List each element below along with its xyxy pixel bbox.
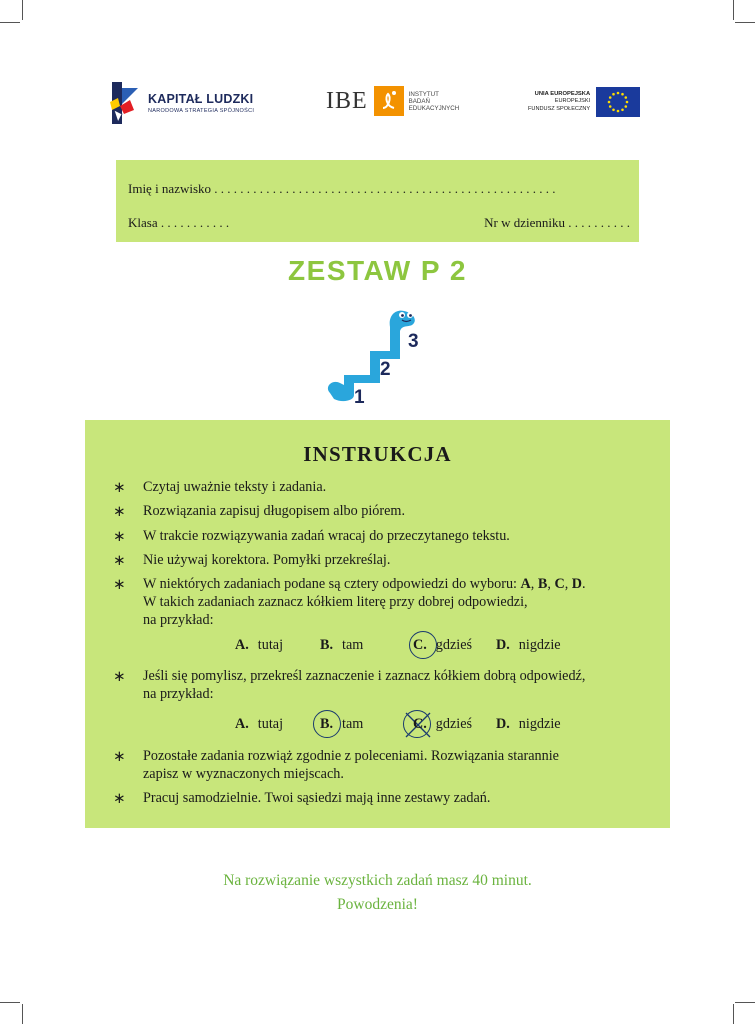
- bullet-icon: ∗: [113, 551, 126, 569]
- crop-mark: [733, 0, 734, 20]
- kapital-ludzki-emblem-icon: [108, 80, 142, 126]
- instruction-text: Rozwiązania zapisuj długopisem albo piórem.: [143, 503, 406, 519]
- time-limit-note: Na rozwiązanie wszystkich zadań masz 40 minut.: [223, 872, 532, 889]
- text-span: Jeśli się pomylisz, przekreśl zaznaczenie i zaznacz kółkiem dobrą odpowiedź,: [143, 668, 586, 684]
- eu-line: EUROPEJSKI: [554, 98, 591, 105]
- option-letter: D.: [496, 637, 510, 653]
- text-span: na przykład:: [143, 686, 214, 702]
- option-c: [413, 637, 472, 654]
- letter-d: D: [571, 576, 583, 592]
- step-2-label: 2: [380, 359, 391, 380]
- ibe-emblem-icon: [374, 86, 404, 116]
- ibe-line: EDUKACYJNYCH: [408, 104, 460, 112]
- bullet-icon: ∗: [113, 502, 126, 520]
- option-c: [413, 716, 472, 733]
- eu-text: [528, 91, 590, 113]
- eu-logo: [528, 87, 640, 117]
- text-span: Pozostałe zadania rozwiąż zgodnie z poleceniami. Rozwiązania starannie: [143, 748, 559, 764]
- page-title: ZESTAW P 2: [288, 255, 467, 286]
- instruction-text: Pracuj samodzielnie. Twoi sąsiedzi mają inne zestawy zadań.: [143, 790, 491, 806]
- eu-line: UNIA EUROPEJSKA: [534, 91, 591, 98]
- option-letter: D.: [496, 716, 510, 732]
- option-b: [320, 637, 363, 654]
- text-span: ,: [547, 576, 555, 592]
- eu-star-icon: [621, 93, 624, 96]
- eu-flag-icon: [596, 87, 640, 117]
- option-text: gdzieś: [435, 637, 473, 653]
- instructions-title: INSTRUKCJA: [303, 442, 452, 466]
- eu-star-icon: [617, 110, 620, 113]
- option-a: [235, 637, 283, 654]
- crop-mark: [22, 1004, 23, 1024]
- crop-mark: [735, 1002, 755, 1003]
- text-span: W niektórych zadaniach podane są cztery odpowiedzi do wyboru:: [143, 576, 521, 592]
- bullet-icon: ∗: [113, 789, 126, 807]
- bullet-icon: ∗: [113, 527, 126, 545]
- ibe-logo: [326, 86, 459, 116]
- ibe-mark: IBE: [326, 87, 368, 114]
- eu-star-icon: [609, 96, 612, 99]
- eu-line: FUNDUSZ SPOŁECZNY: [528, 105, 591, 112]
- instruction-text: W trakcie rozwiązywania zadań wracaj do przeczytanego tekstu.: [143, 528, 510, 544]
- kapital-ludzki-title: KAPITAŁ LUDZKI: [148, 92, 254, 106]
- instructions-box: [85, 420, 670, 828]
- option-letter: A.: [235, 716, 249, 732]
- option-text: tam: [342, 637, 364, 653]
- option-letter: C.: [413, 716, 427, 732]
- text-span: W takich zadaniach zaznacz kółkiem literę przy dobrej odpowiedzi,: [143, 594, 528, 610]
- option-a: [235, 716, 283, 733]
- option-d: [496, 716, 561, 733]
- ibe-line: INSTYTUT: [408, 90, 439, 98]
- eu-star-icon: [625, 105, 628, 108]
- option-text: nigdzie: [518, 716, 561, 732]
- letter-c: C: [554, 576, 565, 592]
- option-letter: C.: [413, 637, 427, 653]
- option-d: [496, 637, 561, 654]
- kapital-ludzki-logo: [108, 80, 254, 126]
- eu-star-icon: [621, 108, 624, 111]
- text-span: .: [582, 576, 586, 592]
- option-text: nigdzie: [518, 637, 561, 653]
- text-span: na przykład:: [143, 612, 214, 628]
- name-field[interactable]: Imię i nazwisko . . . . . . . . . . . . . . . . . . . . . . . . . . . . . . . . . . . . . . . . . . . . . . . . . . . . .: [128, 181, 556, 196]
- bullet-icon: ∗: [113, 747, 126, 765]
- option-text: tam: [342, 716, 364, 732]
- crop-mark: [0, 1002, 20, 1003]
- text-span: zapisz w wyznaczonych miejscach.: [143, 766, 344, 782]
- crop-mark: [735, 22, 755, 23]
- eu-star-icon: [612, 93, 615, 96]
- crop-mark: [22, 0, 23, 20]
- eu-star-icon: [617, 92, 620, 95]
- step-1-label: 1: [354, 387, 365, 405]
- instruction-text: Nie używaj korektora. Pomyłki przekreślaj.: [143, 552, 391, 568]
- text-span: ,: [564, 576, 572, 592]
- letter-b: B: [537, 576, 548, 592]
- bullet-icon: ∗: [113, 478, 126, 496]
- ibe-line: BADAŃ: [408, 97, 430, 105]
- option-b: [320, 716, 363, 733]
- crop-mark: [733, 1004, 734, 1024]
- option-text: tutaj: [257, 716, 284, 732]
- letter-a: A: [520, 576, 531, 592]
- text-span: ,: [530, 576, 538, 592]
- option-letter: B.: [320, 637, 334, 653]
- register-number-field[interactable]: Nr w dzienniku . . . . . . . . . .: [484, 215, 630, 230]
- option-text: gdzieś: [435, 716, 473, 732]
- instruction-text: [143, 667, 663, 703]
- ibe-name: [409, 91, 460, 112]
- kapital-ludzki-subtitle: NARODOWA STRATEGIA SPÓJNOŚCI: [148, 108, 255, 114]
- class-field[interactable]: Klasa . . . . . . . . . . .: [128, 215, 230, 230]
- eu-star-icon: [608, 101, 611, 104]
- snake-stairs-icon: [322, 303, 432, 405]
- student-info-box: [116, 160, 639, 242]
- instruction-text: [143, 747, 663, 783]
- good-luck-note: Powodzenia!: [337, 896, 418, 913]
- option-text: tutaj: [257, 637, 284, 653]
- eu-star-icon: [612, 108, 615, 111]
- crop-mark: [0, 22, 20, 23]
- option-letter: A.: [235, 637, 249, 653]
- bullet-icon: ∗: [113, 667, 126, 685]
- eu-star-icon: [609, 105, 612, 108]
- instruction-text: Czytaj uważnie teksty i zadania.: [143, 479, 327, 495]
- option-letter: B.: [320, 716, 334, 732]
- instruction-text: [143, 575, 663, 629]
- step-3-label: 3: [408, 331, 419, 352]
- bullet-icon: ∗: [113, 575, 126, 593]
- eu-star-icon: [626, 101, 629, 104]
- eu-star-icon: [625, 96, 628, 99]
